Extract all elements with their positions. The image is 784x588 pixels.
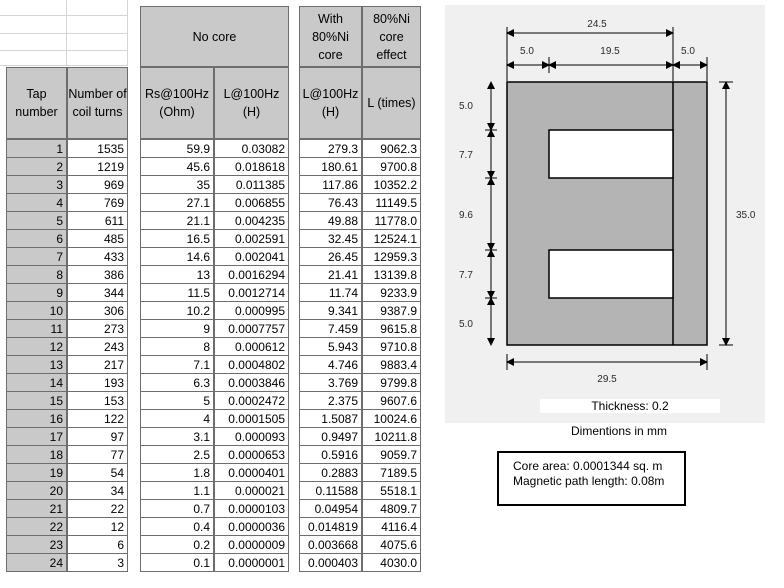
table-cell-lni[interactable]: 9.341 — [299, 301, 362, 320]
dim-height: 35.0 — [736, 210, 756, 221]
table-cell-eff[interactable]: 10024.6 — [362, 409, 421, 428]
table-cell-rs[interactable]: 21.1 — [140, 211, 214, 230]
table-cell-turns[interactable]: 485 — [67, 229, 128, 248]
table-cell-l[interactable]: 0.0001505 — [214, 409, 289, 428]
table-cell-tap[interactable]: 10 — [6, 301, 67, 320]
table-cell-l[interactable]: 0.002041 — [214, 247, 289, 266]
table-cell-turns[interactable]: 3 — [67, 553, 128, 572]
table-cell-l[interactable]: 0.0002472 — [214, 391, 289, 410]
table-cell-l[interactable]: 0.0000653 — [214, 445, 289, 464]
table-cell-tap[interactable]: 16 — [6, 409, 67, 428]
table-cell-tap[interactable]: 9 — [6, 283, 67, 302]
table-cell-rs[interactable]: 59.9 — [140, 139, 214, 158]
table-cell-tap[interactable]: 23 — [6, 535, 67, 554]
table-cell-rs[interactable]: 3.1 — [140, 427, 214, 446]
table-cell-rs[interactable]: 11.5 — [140, 283, 214, 302]
table-cell-tap[interactable]: 6 — [6, 229, 67, 248]
table-cell-lni[interactable]: 3.769 — [299, 373, 362, 392]
table-cell-turns[interactable]: 969 — [67, 175, 128, 194]
table-cell-tap[interactable]: 17 — [6, 427, 67, 446]
thickness-label: Thickness: 0.2 — [540, 399, 720, 413]
core-area-text: Core area: 0.0001344 sq. m — [513, 459, 663, 473]
table-cell-tap[interactable]: 13 — [6, 355, 67, 374]
column-header-tap[interactable]: Tap number — [6, 67, 67, 139]
column-header-effect[interactable]: L (times) — [362, 67, 421, 139]
table-cell-eff[interactable]: 9615.8 — [362, 319, 421, 338]
table-cell-turns[interactable]: 12 — [67, 517, 128, 536]
dim-top: 5.0 — [459, 101, 473, 112]
table-cell-l[interactable]: 0.0012714 — [214, 283, 289, 302]
table-cell-turns[interactable]: 6 — [67, 535, 128, 554]
path-length-text: Magnetic path length: 0.08m — [513, 474, 665, 488]
table-cell-eff[interactable]: 9883.4 — [362, 355, 421, 374]
table-cell-rs[interactable]: 14.6 — [140, 247, 214, 266]
table-cell-lni[interactable]: 11.74 — [299, 283, 362, 302]
table-cell-rs[interactable]: 10.2 — [140, 301, 214, 320]
table-cell-turns[interactable]: 77 — [67, 445, 128, 464]
table-cell-turns[interactable]: 243 — [67, 337, 128, 356]
table-cell-l[interactable]: 0.000021 — [214, 481, 289, 500]
core-outline — [507, 82, 707, 345]
table-cell-lni[interactable]: 76.43 — [299, 193, 362, 212]
table-cell-turns[interactable]: 122 — [67, 409, 128, 428]
table-cell-l[interactable]: 0.000995 — [214, 301, 289, 320]
dim-total-width: 24.5 — [587, 19, 607, 30]
table-cell-eff[interactable]: 13139.8 — [362, 265, 421, 284]
table-cell-rs[interactable]: 27.1 — [140, 193, 214, 212]
table-cell-rs[interactable]: 7.1 — [140, 355, 214, 374]
dim-right-width: 5.0 — [681, 46, 695, 57]
table-cell-eff[interactable]: 4809.7 — [362, 499, 421, 518]
table-cell-tap[interactable]: 1 — [6, 139, 67, 158]
table-cell-turns[interactable]: 273 — [67, 319, 128, 338]
table-cell-rs[interactable]: 6.3 — [140, 373, 214, 392]
table-cell-l[interactable]: 0.002591 — [214, 229, 289, 248]
table-cell-tap[interactable]: 15 — [6, 391, 67, 410]
table-cell-l[interactable]: 0.000093 — [214, 427, 289, 446]
table-cell-rs[interactable]: 1.1 — [140, 481, 214, 500]
table-cell-turns[interactable]: 1219 — [67, 157, 128, 176]
core-drawing — [445, 5, 765, 423]
table-cell-turns[interactable]: 193 — [67, 373, 128, 392]
table-cell-rs[interactable]: 1.8 — [140, 463, 214, 482]
table-cell-l[interactable]: 0.0007757 — [214, 319, 289, 338]
table-cell-lni[interactable]: 0.04954 — [299, 499, 362, 518]
info-box — [497, 451, 686, 506]
table-cell-lni[interactable]: 0.9497 — [299, 427, 362, 446]
table-cell-lni[interactable]: 180.61 — [299, 157, 362, 176]
table-cell-l[interactable]: 0.000612 — [214, 337, 289, 356]
table-cell-turns[interactable]: 97 — [67, 427, 128, 446]
group-header-ni-effect[interactable]: 80%Ni core effect — [362, 6, 421, 67]
column-header-rs[interactable]: Rs@100Hz (Ohm) — [140, 67, 214, 139]
table-cell-lni[interactable]: 49.88 — [299, 211, 362, 230]
dim-middle: 9.6 — [459, 210, 473, 221]
table-cell-l[interactable]: 0.011385 — [214, 175, 289, 194]
table-cell-turns[interactable]: 769 — [67, 193, 128, 212]
table-cell-tap[interactable]: 11 — [6, 319, 67, 338]
table-cell-turns[interactable]: 34 — [67, 481, 128, 500]
table-cell-lni[interactable]: 1.5087 — [299, 409, 362, 428]
table-cell-eff[interactable]: 5518.1 — [362, 481, 421, 500]
table-cell-l[interactable]: 0.0016294 — [214, 265, 289, 284]
table-cell-turns[interactable]: 1535 — [67, 139, 128, 158]
table-cell-turns[interactable]: 344 — [67, 283, 128, 302]
table-cell-tap[interactable]: 14 — [6, 373, 67, 392]
table-cell-tap[interactable]: 3 — [6, 175, 67, 194]
table-cell-rs[interactable]: 35 — [140, 175, 214, 194]
table-cell-tap[interactable]: 8 — [6, 265, 67, 284]
lower-window — [549, 250, 673, 298]
table-cell-rs[interactable]: 16.5 — [140, 229, 214, 248]
table-cell-eff[interactable]: 9607.6 — [362, 391, 421, 410]
dim-bottom: 5.0 — [459, 319, 473, 330]
table-cell-eff[interactable]: 9059.7 — [362, 445, 421, 464]
upper-window — [549, 130, 673, 178]
table-cell-turns[interactable]: 611 — [67, 211, 128, 230]
column-header-turns[interactable]: Number of coil turns — [67, 67, 128, 139]
table-cell-eff[interactable]: 4116.4 — [362, 517, 421, 536]
table-cell-rs[interactable]: 45.6 — [140, 157, 214, 176]
table-cell-rs[interactable]: 4 — [140, 409, 214, 428]
table-cell-turns[interactable]: 153 — [67, 391, 128, 410]
core-diagram — [445, 5, 765, 423]
table-cell-rs[interactable]: 0.2 — [140, 535, 214, 554]
table-cell-tap[interactable]: 22 — [6, 517, 67, 536]
table-cell-rs[interactable]: 5 — [140, 391, 214, 410]
table-cell-lni[interactable]: 0.11588 — [299, 481, 362, 500]
table-cell-turns[interactable]: 433 — [67, 247, 128, 266]
table-cell-rs[interactable]: 9 — [140, 319, 214, 338]
table-cell-lni[interactable]: 0.2883 — [299, 463, 362, 482]
table-cell-tap[interactable]: 18 — [6, 445, 67, 464]
table-cell-lni[interactable]: 7.459 — [299, 319, 362, 338]
table-cell-tap[interactable]: 24 — [6, 553, 67, 572]
dim-gap2: 7.7 — [459, 270, 473, 281]
table-cell-l[interactable]: 0.018618 — [214, 157, 289, 176]
column-header-l-nocore[interactable]: L@100Hz (H) — [214, 67, 289, 139]
table-cell-rs[interactable]: 0.1 — [140, 553, 214, 572]
table-cell-turns[interactable]: 22 — [67, 499, 128, 518]
table-cell-l[interactable]: 0.03082 — [214, 139, 289, 158]
table-cell-rs[interactable]: 0.7 — [140, 499, 214, 518]
table-cell-lni[interactable]: 26.45 — [299, 247, 362, 266]
table-cell-turns[interactable]: 386 — [67, 265, 128, 284]
table-cell-lni[interactable]: 0.014819 — [299, 517, 362, 536]
table-cell-eff[interactable]: 10211.8 — [362, 427, 421, 446]
table-cell-lni[interactable]: 5.943 — [299, 337, 362, 356]
table-cell-tap[interactable]: 5 — [6, 211, 67, 230]
table-cell-lni[interactable]: 21.41 — [299, 265, 362, 284]
table-cell-lni[interactable]: 0.000403 — [299, 553, 362, 572]
table-cell-lni[interactable]: 117.86 — [299, 175, 362, 194]
table-cell-l[interactable]: 0.0000103 — [214, 499, 289, 518]
table-cell-tap[interactable]: 21 — [6, 499, 67, 518]
table-cell-lni[interactable]: 0.003668 — [299, 535, 362, 554]
table-cell-tap[interactable]: 4 — [6, 193, 67, 212]
table-cell-eff[interactable]: 12524.1 — [362, 229, 421, 248]
table-cell-rs[interactable]: 13 — [140, 265, 214, 284]
table-cell-eff[interactable]: 4075.6 — [362, 535, 421, 554]
dim-gap1: 7.7 — [459, 150, 473, 161]
table-cell-l[interactable]: 0.0000036 — [214, 517, 289, 536]
table-cell-eff[interactable]: 11778.0 — [362, 211, 421, 230]
table-cell-turns[interactable]: 306 — [67, 301, 128, 320]
table-cell-eff[interactable]: 4030.0 — [362, 553, 421, 572]
table-cell-l[interactable]: 0.0003846 — [214, 373, 289, 392]
table-cell-eff[interactable]: 9710.8 — [362, 337, 421, 356]
table-cell-rs[interactable]: 8 — [140, 337, 214, 356]
table-cell-lni[interactable]: 279.3 — [299, 139, 362, 158]
units-label: Dimentions in mm — [570, 424, 668, 438]
table-cell-lni[interactable]: 32.45 — [299, 229, 362, 248]
table-cell-eff[interactable]: 7189.5 — [362, 463, 421, 482]
table-cell-turns[interactable]: 217 — [67, 355, 128, 374]
table-cell-eff[interactable]: 11149.5 — [362, 193, 421, 212]
dim-left-width: 5.0 — [520, 46, 534, 57]
table-cell-lni[interactable]: 0.5916 — [299, 445, 362, 464]
table-cell-tap[interactable]: 19 — [6, 463, 67, 482]
group-header-with-ni[interactable]: With 80%Ni core — [299, 6, 362, 67]
table-cell-lni[interactable]: 2.375 — [299, 391, 362, 410]
table-cell-l[interactable]: 0.006855 — [214, 193, 289, 212]
table-cell-tap[interactable]: 2 — [6, 157, 67, 176]
table-cell-l[interactable]: 0.0000001 — [214, 553, 289, 572]
table-cell-l[interactable]: 0.004235 — [214, 211, 289, 230]
table-cell-l[interactable]: 0.0004802 — [214, 355, 289, 374]
table-cell-tap[interactable]: 12 — [6, 337, 67, 356]
group-header-no-core[interactable]: No core — [140, 6, 289, 67]
table-cell-eff[interactable]: 9799.8 — [362, 373, 421, 392]
table-cell-rs[interactable]: 2.5 — [140, 445, 214, 464]
table-cell-rs[interactable]: 0.4 — [140, 517, 214, 536]
table-cell-eff[interactable]: 9062.3 — [362, 139, 421, 158]
table-cell-tap[interactable]: 20 — [6, 481, 67, 500]
table-cell-turns[interactable]: 54 — [67, 463, 128, 482]
table-cell-eff[interactable]: 9233.9 — [362, 283, 421, 302]
table-cell-l[interactable]: 0.0000009 — [214, 535, 289, 554]
column-header-l-ni[interactable]: L@100Hz (H) — [299, 67, 362, 139]
dim-window-width: 19.5 — [600, 46, 620, 57]
dim-bottom-width: 29.5 — [597, 374, 617, 385]
table-cell-eff[interactable]: 9700.8 — [362, 157, 421, 176]
table-cell-eff[interactable]: 12959.3 — [362, 247, 421, 266]
table-cell-lni[interactable]: 4.746 — [299, 355, 362, 374]
table-cell-eff[interactable]: 10352.2 — [362, 175, 421, 194]
table-cell-eff[interactable]: 9387.9 — [362, 301, 421, 320]
table-cell-tap[interactable]: 7 — [6, 247, 67, 266]
table-cell-l[interactable]: 0.0000401 — [214, 463, 289, 482]
